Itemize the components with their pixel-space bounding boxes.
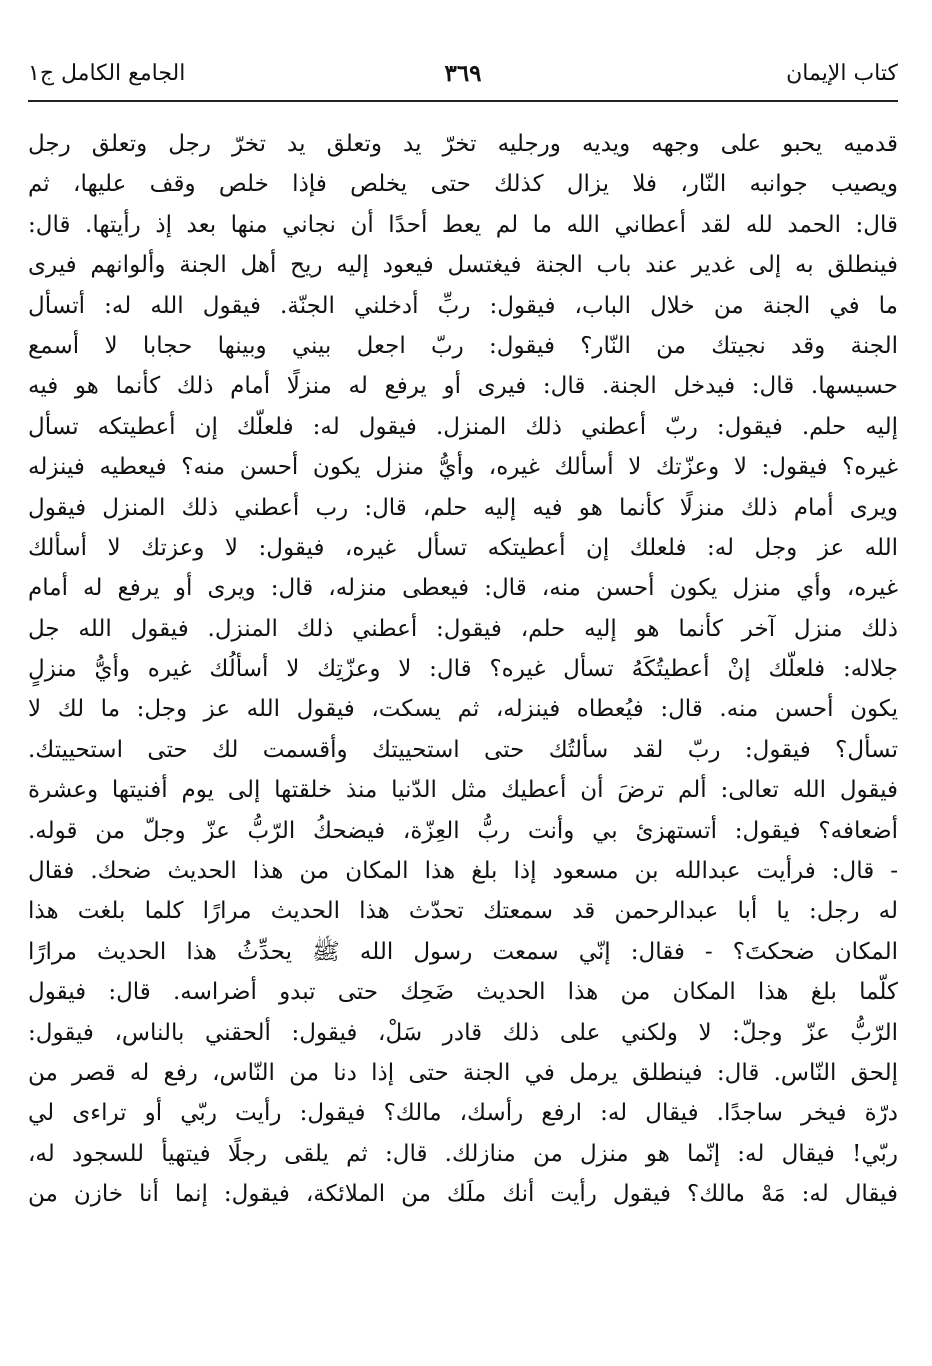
text-line: يكون أحسن منه. قال: فيُعطاه فينزله، ثم يسكت، فيقول الله عز وجل: ما لك لا — [28, 696, 898, 723]
text-line: ذلك منزل آخر كأنما هو إليه حلم، فيقول: أعطني ذلك المنزل. فيقول الله جل — [28, 615, 898, 642]
text-line: فينطلق به إلى غدير عند باب الجنة فيغتسل فيعود إليه ريح أهل الجنة وألوانهم فيرى — [28, 252, 898, 279]
page-number: ٣٦٩ — [444, 59, 482, 87]
text-line: المكان ضحكتَ؟ - فقال: إنّي سمعت رسول الله ﷺ يحدِّثُ هذا الحديث مرارًا — [28, 938, 898, 965]
text-line: ربّي! فيقال له: إنّما هو منزل من منازلك. قال: ثم يلقى رجلًا فيتهيأ للسجود له، — [28, 1140, 898, 1167]
text-line: تسأل؟ فيقول: ربّ لقد سألتُك حتى استحييتك وأقسمت لك حتى استحييتك. — [28, 736, 898, 763]
text-line: فيقول الله تعالى: ألم ترضَ أن أعطيك مثل الدّنيا منذ خلقتها إلى يوم أفنيتها وعشرة — [28, 777, 898, 804]
text-line: له رجل: يا أبا عبدالرحمن قد سمعتك تحدّث هذا الحديث مرارًا كلما بلغت هذا — [28, 898, 898, 925]
text-line: ويصيب جوانبه النّار، فلا يزال كذلك حتى يخلص فإذا خلص وقف عليها، ثم — [28, 171, 898, 198]
header-rule — [28, 100, 898, 102]
text-line: غيره، وأي منزل يكون أحسن منه، قال: فيعطى منزله، قال: ويرى أو يرفع له أمام — [28, 575, 898, 602]
text-line: حسيسها. قال: فيدخل الجنة. قال: فيرى أو يرفع له منزلًا أمام ذلك كأنما هو فيه — [28, 373, 898, 400]
text-line: ويرى أمام ذلك منزلًا كأنما هو فيه إليه حلم، قال: رب أعطني ذلك المنزل فيقول — [28, 494, 898, 521]
volume-title: الجامع الكامل ج١ — [28, 60, 186, 86]
text-line: قال: الحمد لله لقد أعطاني الله ما لم يعط أحدًا أن نجاني منها بعد إذ رأيتها. قال: — [28, 211, 898, 238]
text-line: درّة فيخر ساجدًا. فيقال له: ارفع رأسك، مالك؟ فيقول: رأيت ربّي أو تراءى لي — [28, 1100, 898, 1127]
text-line: إلحق النّاس. قال: فينطلق يرمل في الجنة حتى إذا دنا من النّاس، رفع له قصر من — [28, 1059, 898, 1086]
text-line: الجنة وقد نجيتك من النّار؟ فيقول: ربّ اجعل بيني وبينها حجابا لا أسمع — [28, 332, 898, 359]
text-line: فيقال له: مَهْ مالك؟ فيقول رأيت أنك ملَك من الملائكة، فيقول: إنما أنا خازن من — [28, 1181, 898, 1208]
text-line: قدميه يحبو على وجهه ويديه ورجليه تخرّ يد وتعلق يد تخرّ رجل وتعلق رجل — [28, 131, 898, 157]
text-line: كلّما بلغ هذا المكان من هذا الحديث ضَحِك حتى تبدو أضراسه. قال: فيقول — [28, 979, 898, 1006]
body-text — [28, 124, 898, 1215]
text-line: الله عز وجل له: فلعلك إن أعطيتكه تسأل غيره، فيقول: لا وعزتك لا أسألك — [28, 534, 898, 561]
text-line: الرّبُّ عزّ وجلّ: لا ولكني على ذلك قادر سَلْ، فيقول: ألحقني بالناس، فيقول: — [28, 1019, 898, 1046]
text-line: ما في الجنة من خلال الباب، فيقول: ربِّ أدخلني الجنّة. فيقول الله له: أتسأل — [28, 292, 898, 319]
text-line: - قال: فرأيت عبدالله بن مسعود إذا بلغ هذا المكان من هذا الحديث ضحك. فقال — [28, 858, 898, 885]
text-line: إليه حلم. فيقول: ربّ أعطني ذلك المنزل. فيقول له: فلعلّك إن أعطيتكه تسأل — [28, 413, 898, 440]
text-line: غيره؟ فيقول: لا وعزّتك لا أسألك غيره، وأيُّ منزل يكون أحسن منه؟ فيعطيه فينزله — [28, 454, 898, 481]
book-title: كتاب الإيمان — [786, 60, 898, 86]
text-line: جلاله: فلعلّك إنْ أعطيتُكَهُ تسأل غيره؟ قال: لا وعزّتِك لا أسألُك غيره وأيُّ منزلٍ — [28, 656, 898, 683]
running-head — [28, 56, 898, 90]
text-line: أضعافه؟ فيقول: أتستهزئ بي وأنت ربُّ العِزّة، فيضحكُ الرّبُّ عزّ وجلّ من قوله. — [28, 817, 898, 844]
